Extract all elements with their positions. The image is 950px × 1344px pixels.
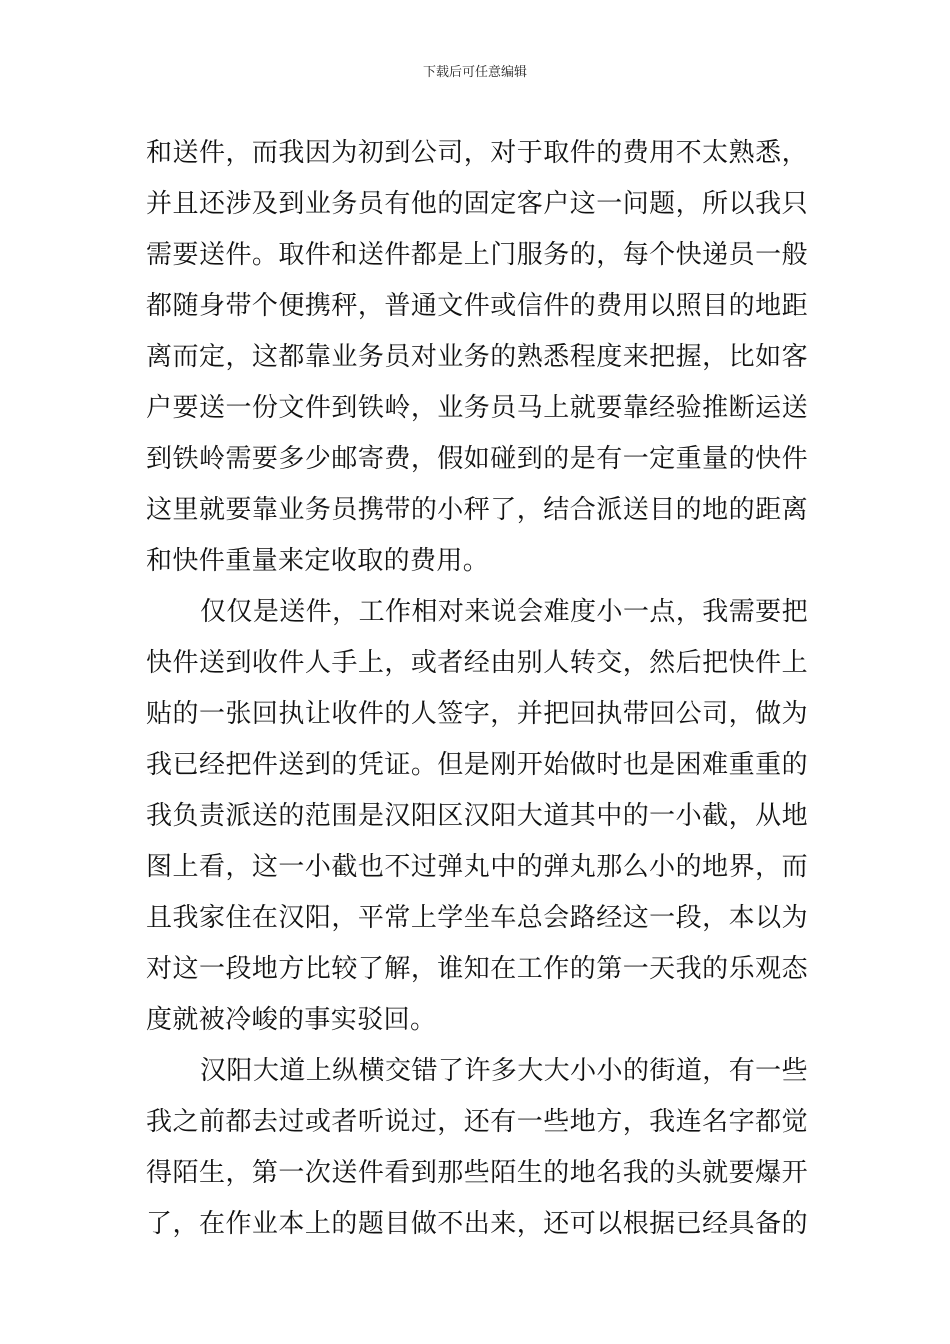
text-line: 户要送一份文件到铁岭，业务员马上就要靠经验推断运送 [146, 393, 808, 423]
text-line: 需要送件。取件和送件都是上门服务的，每个快递员一般 [146, 240, 808, 270]
text-line: 得陌生，第一次送件看到那些陌生的地名我的头就要爆开 [146, 1158, 808, 1188]
text-line: 快件送到收件人手上，或者经由别人转交，然后把快件上 [146, 648, 808, 678]
text-line: 我之前都去过或者听说过，还有一些地方，我连名字都觉 [146, 1107, 808, 1137]
text-line: 且我家住在汉阳，平常上学坐车总会路经这一段，本以为 [146, 903, 808, 933]
text-line: 和快件重量来定收取的费用。 [146, 546, 490, 576]
paragraph [146, 587, 808, 1046]
text-line: 仅仅是送件，工作相对来说会难度小一点，我需要把 [200, 597, 808, 627]
text-line: 到铁岭需要多少邮寄费，假如碰到的是有一定重量的快件 [146, 444, 808, 474]
text-line: 我负责派送的范围是汉阳区汉阳大道其中的一小截，从地 [146, 801, 808, 831]
paragraph [146, 1046, 808, 1250]
text-line: 度就被冷峻的事实驳回。 [146, 1005, 437, 1035]
text-line: 了，在作业本上的题目做不出来，还可以根据已经具备的 [146, 1209, 808, 1239]
text-line: 对这一段地方比较了解，谁知在工作的第一天我的乐观态 [146, 954, 808, 984]
paragraph [146, 128, 808, 587]
text-line: 和送件，而我因为初到公司，对于取件的费用不太熟悉， [146, 138, 808, 168]
text-line: 图上看，这一小截也不过弹丸中的弹丸那么小的地界，而 [146, 852, 808, 882]
text-line: 这里就要靠业务员携带的小秤了，结合派送目的地的距离 [146, 495, 808, 525]
text-line: 并且还涉及到业务员有他的固定客户这一问题，所以我只 [146, 189, 808, 219]
text-line: 汉阳大道上纵横交错了许多大大小小的街道，有一些 [200, 1056, 808, 1086]
text-line: 贴的一张回执让收件的人签字，并把回执带回公司，做为 [146, 699, 808, 729]
text-line: 我已经把件送到的凭证。但是刚开始做时也是困难重重的 [146, 750, 808, 780]
text-line: 离而定，这都靠业务员对业务的熟悉程度来把握，比如客 [146, 342, 808, 372]
body-text [146, 128, 808, 1250]
page-header: 下载后可任意编辑 [422, 65, 527, 80]
text-line: 都随身带个便携秤，普通文件或信件的费用以照目的地距 [146, 291, 808, 321]
